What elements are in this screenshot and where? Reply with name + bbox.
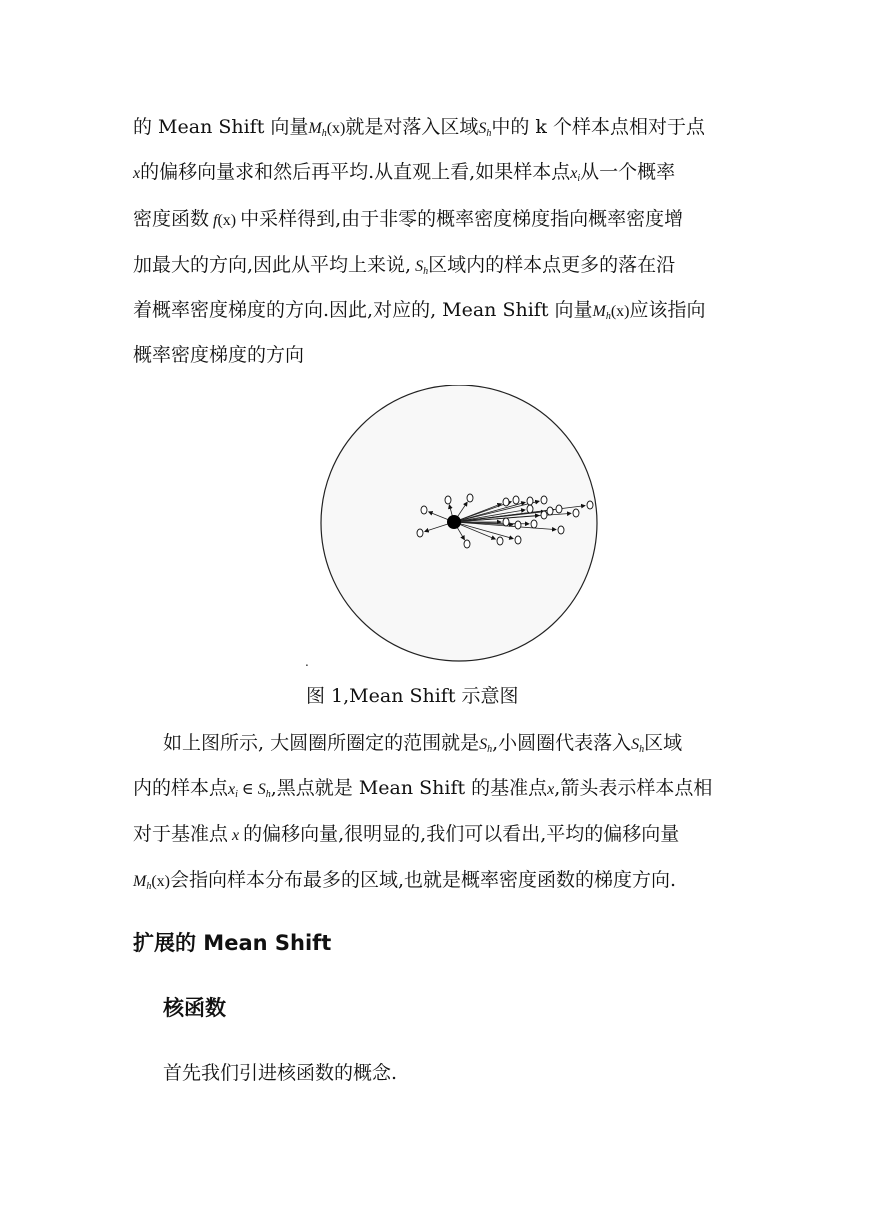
sample-point <box>503 498 509 506</box>
section-heading-extended-mean-shift: 扩展的 Mean Shift <box>133 931 332 955</box>
para2-line4 <box>133 868 676 899</box>
text: 中采样得到,由于非零的概率密度梯度指向概率密度增 <box>240 208 684 230</box>
sample-point <box>464 540 470 548</box>
para1-line2 <box>133 160 675 191</box>
sample-point <box>573 509 579 517</box>
text: 着概率密度梯度的方向.因此,对应的, Mean Shift 向量 <box>133 299 593 321</box>
sample-point <box>421 506 427 514</box>
math-x-i: $x_i$ <box>570 165 581 184</box>
text: 区域 <box>644 732 683 754</box>
sample-point <box>445 496 451 504</box>
para2-line3 <box>133 822 679 848</box>
text: 的偏移向量,很明显的,我们可以看出,平均的偏移向量 <box>243 823 680 845</box>
text: 对于基准点 <box>133 823 229 845</box>
sample-point <box>527 497 533 505</box>
text: 加最大的方向,因此从平均上来说, <box>133 254 412 276</box>
para1-line3 <box>133 207 683 233</box>
math-xi-in-Sh: $x_i$ ∈ $S_h$ <box>228 781 271 800</box>
math-S-h: $S_h$ <box>478 120 492 139</box>
para2-line2 <box>133 776 712 807</box>
sample-point <box>541 511 547 519</box>
math-M-h-x: $M_h(x)$ <box>592 303 630 322</box>
sample-point <box>513 496 519 504</box>
math-M-h-x: $M_h(x)$ <box>308 120 346 139</box>
sample-point <box>515 521 521 529</box>
para1-line1 <box>133 115 705 146</box>
text: ,黑点就是 Mean Shift 的基准点 <box>270 777 548 799</box>
math-M-h-x: $M_h(x)$ <box>133 873 170 892</box>
math-x: x <box>133 165 141 182</box>
sample-point <box>587 501 593 509</box>
sample-point <box>556 505 562 513</box>
math-f-x: f(x) <box>213 212 237 229</box>
para1-line6: 概率密度梯度的方向 <box>133 344 305 366</box>
para1-line4 <box>133 253 675 284</box>
text: 中的 k 个样本点相对于点 <box>491 116 705 138</box>
sample-point <box>541 496 547 504</box>
text: 从一个概率 <box>580 161 676 183</box>
text: 应该指向 <box>629 299 706 321</box>
math-S-h: $S_h$ <box>479 736 493 755</box>
sample-point <box>527 505 533 513</box>
sample-point <box>531 520 537 528</box>
math-S-h: $S_h$ <box>631 736 645 755</box>
text: 就是对落入区域 <box>345 116 479 138</box>
para1-line5 <box>133 298 706 329</box>
text: 区域内的样本点更多的落在沿 <box>428 254 676 276</box>
math-x: x <box>547 781 555 798</box>
sample-point <box>515 536 521 544</box>
text: 密度函数 <box>133 208 210 230</box>
figure-caption: 图 1,Mean Shift 示意图 <box>306 685 519 707</box>
text: 的偏移向量求和然后再平均.从直观上看,如果样本点 <box>140 161 571 183</box>
text: ,箭头表示样本点相 <box>554 777 713 799</box>
sample-point <box>417 529 423 537</box>
sample-point <box>558 526 564 534</box>
stray-dot: . <box>305 655 309 669</box>
text: 如上图所示, 大圆圈所圈定的范围就是 <box>163 732 480 754</box>
subsection-heading-kernel: 核函数 <box>163 996 226 1020</box>
base-point <box>447 515 461 529</box>
text: ,小圆圈代表落入 <box>492 732 632 754</box>
sample-point <box>497 537 503 545</box>
sample-point <box>547 507 553 515</box>
text: 内的样本点 <box>133 777 229 799</box>
para3: 首先我们引进核函数的概念. <box>163 1062 398 1084</box>
sample-point <box>503 518 509 526</box>
mean-shift-figure <box>320 385 600 665</box>
math-S-h: $S_h$ <box>415 258 429 277</box>
sample-point <box>467 494 473 502</box>
para2-line1 <box>163 731 682 762</box>
text: 会指向样本分布最多的区域,也就是概率密度函数的梯度方向. <box>169 869 677 891</box>
text: 的 Mean Shift 向量 <box>133 116 309 138</box>
math-x: x <box>232 827 240 844</box>
